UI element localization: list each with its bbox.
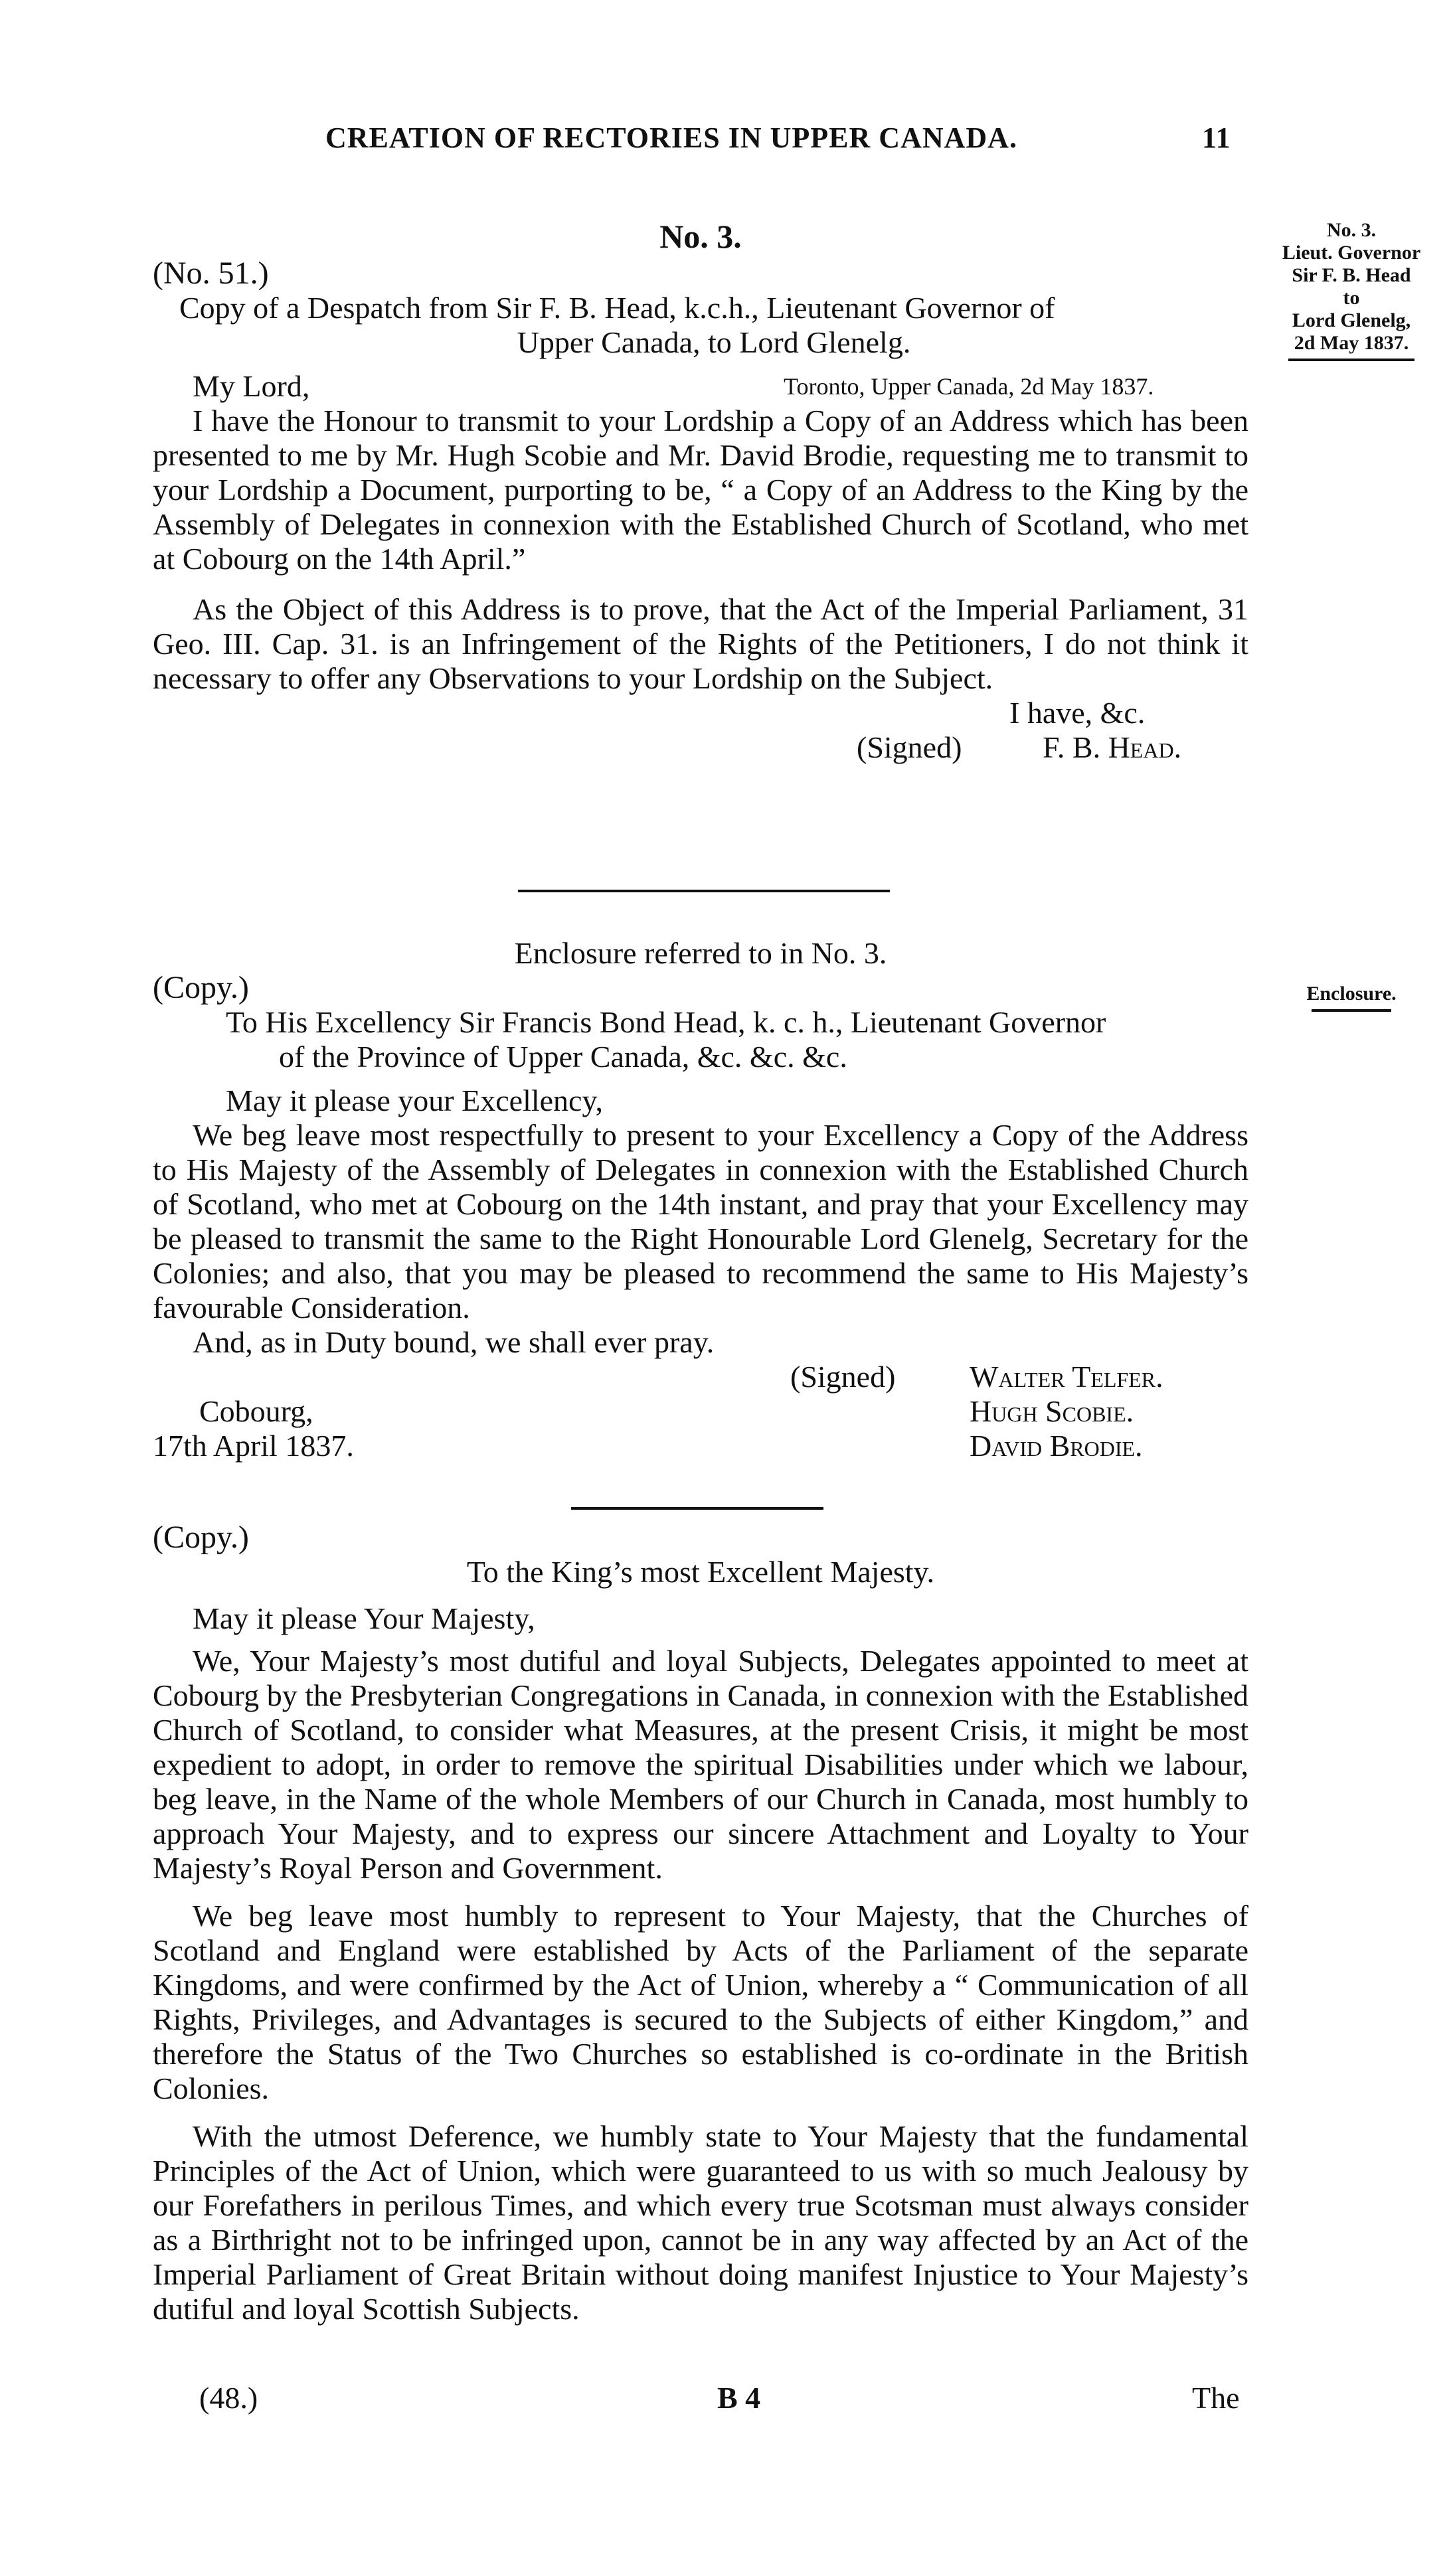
footer-signature-mark: B 4 [717, 2381, 761, 2415]
despatch-title-line2: Upper Canada, to Lord Glenelg. [517, 325, 911, 359]
margin-note-enclosure [1255, 983, 1448, 1012]
enclosure-paragraph-1: We beg leave most respectfully to present to your Excellency a Copy of the Address to His Majesty of the Assembly of Delegates in connexion with the Established Church of Scotland, who met at Cobourg on the 14th instant, and pray that your Excellency may be pleased to transmit the same to the Right Honourable Lord Glenelg, Secretary for the Colonies; and also, that you may be pleased to recommend the same to His Majesty’s favourable Consideration. [153, 1118, 1248, 1325]
despatch-signatory: F. B. Head. [1043, 730, 1182, 764]
enclosure-salutation: May it please your Excellency, [226, 1084, 603, 1117]
despatch-place-date: Toronto, Upper Canada, 2d May 1837. [784, 373, 1154, 400]
margin-note-line: Lord Glenelg, [1292, 309, 1411, 331]
margin-note-line: Sir F. B. Head [1292, 264, 1411, 286]
address-section [153, 1520, 1248, 2326]
despatch-paragraph-1: I have the Honour to transmit to your Lordship a Copy of an Address which has been presented to me by Mr. Hugh Scobie and Mr. David Brodie, requesting me to transmit to your Lordship a Document, purporting to be, “ a Copy of an Address to the King by the Assembly of Delegates in connexion with the Established Church of Scotland, who met at Cobourg on the 14th April.” [153, 404, 1248, 576]
footer-document-number: (48.) [199, 2381, 258, 2415]
enclosure-signatory: Hugh Scobie. [970, 1394, 1134, 1428]
enclosure-date: 17th April 1837. [153, 1429, 354, 1463]
enclosure-address-line2: of the Province of Upper Canada, &c. &c. &c. [279, 1040, 847, 1074]
margin-note-rule [1288, 359, 1414, 361]
enclosure-address-line1: To His Excellency Sir Francis Bond Head, k. c. h., Lieutenant Governor [226, 1005, 1106, 1039]
address-heading: To the King’s most Excellent Majesty. [466, 1555, 935, 1589]
despatch-salutation: My Lord, [193, 369, 310, 403]
address-copy-label: (Copy.) [153, 1520, 249, 1555]
section-divider [518, 890, 890, 892]
enclosure-closing: And, as in Duty bound, we shall ever pray. [193, 1325, 715, 1359]
address-salutation: May it please Your Majesty, [193, 1601, 535, 1635]
address-paragraph-1: We, Your Majesty’s most dutiful and loyal Subjects, Delegates appointed to meet at Cobourg by the Presbyterian Congregations in Canada, in connexion with the Established Church of Scotland, to consider what Measures, at the present Crisis, it might be most expedient to adopt, in order to remove the spiritual Disabilities under which we labour, beg leave, in the Name of the whole Members of our Church in Canada, most humbly to approach Your Majesty, and to express our sincere Attachment and Loyalty to Your Majesty’s Royal Person and Government. [153, 1644, 1248, 1885]
margin-note-despatch [1255, 219, 1448, 361]
running-title: CREATION OF RECTORIES IN UPPER CANADA. [325, 121, 1017, 154]
address-paragraph-3: With the utmost Deference, we humbly state to Your Majesty that the fundamental Principles of the Act of Union, which were guaranteed to us with so much Jealousy by our Forefathers in perilous Times, and which every true Scotsman must always consider as a Birthright not to be infringed upon, cannot be in any way affected by an Act of the Imperial Parliament of Great Britain without doing manifest Injustice to Your Majesty’s dutiful and loyal Scottish Subjects. [153, 2119, 1248, 2326]
margin-note-line: No. 3. [1326, 219, 1377, 241]
enclosure-section [153, 936, 1248, 1463]
footer-catchword: The [1192, 2381, 1240, 2415]
despatch-paragraph-2: As the Object of this Address is to prove, that the Act of the Imperial Parliament, 31 Geo. III. Cap. 31. is an Infringement of the Rights of the Petitioners, I do not think it necessary to offer any Observations to your Lordship on the Subject. [153, 592, 1248, 695]
despatch-signed-label: (Signed) [857, 730, 962, 764]
despatch-section [153, 219, 1248, 765]
despatch-closing: I have, &c. [1009, 696, 1146, 730]
margin-note-rule [1312, 1009, 1391, 1012]
enclosure-heading: Enclosure referred to in No. 3. [514, 936, 887, 970]
despatch-heading: No. 3. [659, 218, 742, 255]
enclosure-place: Cobourg, [199, 1394, 313, 1428]
despatch-number: (No. 51.) [153, 256, 269, 291]
despatch-title-line1: Copy of a Despatch from Sir F. B. Head, k.c.h., Lieutenant Governor of [179, 291, 1055, 325]
margin-note-enclosure-label: Enclosure. [1306, 983, 1397, 1005]
enclosure-signatory: David Brodie. [970, 1429, 1143, 1463]
page-number: 11 [1202, 121, 1231, 154]
margin-note-line: 2d May 1837. [1294, 332, 1409, 354]
enclosure-copy-label: (Copy.) [153, 970, 249, 1005]
enclosure-signatory: Walter Telfer. [970, 1360, 1163, 1394]
margin-note-line: Lieut. Governor [1282, 242, 1421, 264]
enclosure-signed-label: (Signed) [790, 1360, 896, 1394]
margin-note-line: to [1343, 287, 1360, 309]
address-paragraph-2: We beg leave most humbly to represent to Your Majesty, that the Churches of Scotland and England were established by Acts of the Parliament of the separate Kingdoms, and were confirmed by the Act of Union, whereby a “ Communication of all Rights, Privileges, and Advantages is secured to the Subjects of either Kingdom,” and therefore the Status of the Two Churches so established is co-ordinate in the British Colonies. [153, 1899, 1248, 2105]
section-divider [571, 1507, 823, 1510]
